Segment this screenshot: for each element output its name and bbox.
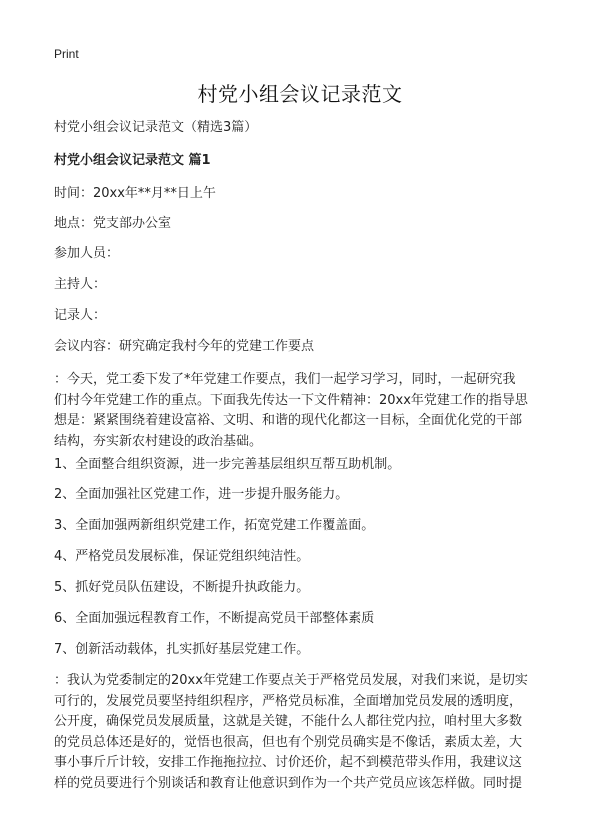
field-host: 主持人： — [54, 277, 107, 292]
field-time: 时间：20xx年**月**日上午 — [54, 186, 216, 201]
intro-line: 结构，夯实新农村建设的政治基础。 — [54, 433, 263, 449]
list-item: 1、全面整合组织资源，进一步完善基层组织互帮互助机制。 — [54, 457, 401, 472]
page-title: 村党小组会议记录范文 — [197, 82, 403, 106]
intro-line: ：今天，党工委下发了*年党建工作要点，我们一起学习学习，同时，一起研究我 — [54, 372, 516, 387]
list-item: 6、全面加强远程教育工作，不断提高党员干部整体素质 — [54, 611, 375, 626]
closing-line: 样的党员要进行个别谈话和教育让他意识到作为一个共产党员应该怎样做。同时提 — [54, 775, 523, 791]
field-place: 地点：党支部办公室 — [54, 216, 172, 231]
print-link[interactable]: Print — [54, 47, 79, 61]
list-item: 3、全面加强两新组织党建工作，拓宽党建工作覆盖面。 — [54, 518, 375, 533]
subtitle: 村党小组会议记录范文（精选3篇） — [54, 120, 258, 135]
intro-paragraph — [54, 370, 554, 452]
field-recorder: 记录人： — [54, 308, 107, 323]
closing-line: 公开度，确保党员发展质量，这就是关键，不能什么人都往党内拉，咱村里大多数 — [54, 714, 523, 729]
intro-line: 们村今年党建工作的重点。下面我先传达一下文件精神：20xx年党建工作的指导思 — [54, 392, 528, 408]
closing-line: 事小事斤斤计较，安排工作拖拖拉拉、讨价还价，起不到模范带头作用，我建议这 — [54, 755, 523, 770]
closing-line: 的党员总体还是好的，觉悟也很高，但也有个别党员确实是不像话，素质太差，大 — [54, 734, 523, 750]
list-item: 7、创新活动载体，扎实抓好基层党建工作。 — [54, 642, 310, 657]
field-content: 会议内容：研究确定我村今年的党建工作要点 — [54, 339, 315, 354]
list-item: 5、抓好党员队伍建设，不断提升执政能力。 — [54, 580, 310, 595]
closing-line: ：我认为党委制定的20xx年党建工作要点关于严格党员发展，对我们来说，是切实 — [54, 673, 528, 688]
intro-line: 想是：紧紧围绕着建设富裕、文明、和谐的现代化都这一目标，全面优化党的干部 — [54, 413, 523, 428]
list-item: 2、全面加强社区党建工作，进一步提升服务能力。 — [54, 487, 349, 502]
section-heading: 村党小组会议记录范文 篇1 — [54, 153, 211, 168]
closing-line: 可行的，发展党员要坚持组织程序，严格党员标准，全面增加党员发展的透明度， — [54, 693, 523, 709]
closing-paragraph — [54, 671, 554, 794]
field-attendees: 参加人员： — [54, 246, 120, 261]
list-item: 4、严格党员发展标准，保证党组织纯洁性。 — [54, 549, 310, 564]
